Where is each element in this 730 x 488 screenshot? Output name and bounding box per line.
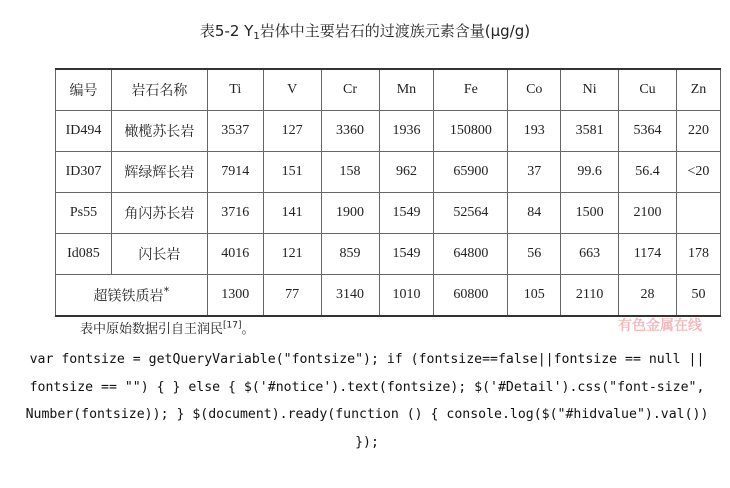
code-snippet: var fontsize = getQueryVariable("fontsize"); if (fontsize==false||fontsize == null || fontsize == "") { } else { $('#notice').text(fontsize); $('#Detail').css("font-size", Number(fontsize)); } $(document).ready(function () { console.log($("#hidvalue").val()) }); <box>25 352 709 450</box>
table-title <box>0 20 730 42</box>
header-cell: Cu <box>619 69 677 111</box>
table-cell: 178 <box>676 234 720 275</box>
header-cell: Cr <box>321 69 379 111</box>
table-footnote <box>80 318 255 337</box>
table-cell: ID307 <box>56 152 112 193</box>
table-cell: Id085 <box>56 234 112 275</box>
table-cell: 158 <box>321 152 379 193</box>
table-cell: 141 <box>263 193 321 234</box>
table-cell: 65900 <box>434 152 508 193</box>
table-cell: 52564 <box>434 193 508 234</box>
table-cell: 121 <box>263 234 321 275</box>
table-cell: 150800 <box>434 111 508 152</box>
table-cell: 1300 <box>207 275 263 317</box>
table-cell: 橄榄苏长岩 <box>111 111 207 152</box>
summary-label: 超镁铁质岩 <box>93 288 164 305</box>
table-cell: 2100 <box>619 193 677 234</box>
table-cell: 193 <box>508 111 561 152</box>
table-cell: 105 <box>508 275 561 317</box>
table-cell: 3716 <box>207 193 263 234</box>
table-cell: 77 <box>263 275 321 317</box>
table-cell: 3581 <box>561 111 619 152</box>
watermark-text: 有色金属在线 <box>618 318 702 334</box>
header-cell: 岩石名称 <box>111 69 207 111</box>
table-cell: 99.6 <box>561 152 619 193</box>
summary-label-cell <box>56 275 208 317</box>
header-cell: Ti <box>207 69 263 111</box>
table-cell: 56.4 <box>619 152 677 193</box>
table-cell: 闪长岩 <box>111 234 207 275</box>
table-cell: 3360 <box>321 111 379 152</box>
table-cell: 1900 <box>321 193 379 234</box>
table-row <box>56 152 721 193</box>
table-cell: 辉绿辉长岩 <box>111 152 207 193</box>
header-cell: Co <box>508 69 561 111</box>
element-content-table <box>55 68 721 317</box>
table-row <box>56 193 721 234</box>
table-cell: 5364 <box>619 111 677 152</box>
table-cell: 7914 <box>207 152 263 193</box>
table-summary-row <box>56 275 721 317</box>
table-cell: <20 <box>676 152 720 193</box>
table-cell: 2110 <box>561 275 619 317</box>
table-cell: 60800 <box>434 275 508 317</box>
table-cell: 3537 <box>207 111 263 152</box>
table-cell: 1936 <box>379 111 434 152</box>
table-cell: 56 <box>508 234 561 275</box>
table-cell: 1500 <box>561 193 619 234</box>
footnote-ref: [17] <box>223 320 242 331</box>
table-cell <box>676 193 720 234</box>
table-header-row <box>56 69 721 111</box>
table-cell: 663 <box>561 234 619 275</box>
title-prefix: 表5-2 Y <box>199 22 254 40</box>
table-row <box>56 234 721 275</box>
title-suffix: 岩体中主要岩石的过渡族元素含量(μg/g) <box>259 22 531 40</box>
table-cell: 220 <box>676 111 720 152</box>
table-cell: 4016 <box>207 234 263 275</box>
table-cell: 角闪苏长岩 <box>111 193 207 234</box>
header-cell: Mn <box>379 69 434 111</box>
table-cell: ID494 <box>56 111 112 152</box>
footnote-text: 表中原始数据引自王润民 <box>80 322 224 337</box>
table-cell: 1010 <box>379 275 434 317</box>
summary-mark: * <box>163 284 170 299</box>
table-cell: 859 <box>321 234 379 275</box>
table-cell: Ps55 <box>56 193 112 234</box>
table-cell: 127 <box>263 111 321 152</box>
table-cell: 50 <box>676 275 720 317</box>
table-cell: 28 <box>619 275 677 317</box>
table-cell: 3140 <box>321 275 379 317</box>
table-cell: 1174 <box>619 234 677 275</box>
header-cell: Zn <box>676 69 720 111</box>
header-cell: 编号 <box>56 69 112 111</box>
header-cell: V <box>263 69 321 111</box>
table-cell: 962 <box>379 152 434 193</box>
table-cell: 1549 <box>379 193 434 234</box>
table-row <box>56 111 721 152</box>
header-cell: Ni <box>561 69 619 111</box>
header-cell: Fe <box>434 69 508 111</box>
footnote-end: 。 <box>241 322 255 337</box>
table-cell: 1549 <box>379 234 434 275</box>
table-cell: 84 <box>508 193 561 234</box>
table-cell: 37 <box>508 152 561 193</box>
table-cell: 151 <box>263 152 321 193</box>
title-subscript: 1 <box>253 31 260 42</box>
table-cell: 64800 <box>434 234 508 275</box>
